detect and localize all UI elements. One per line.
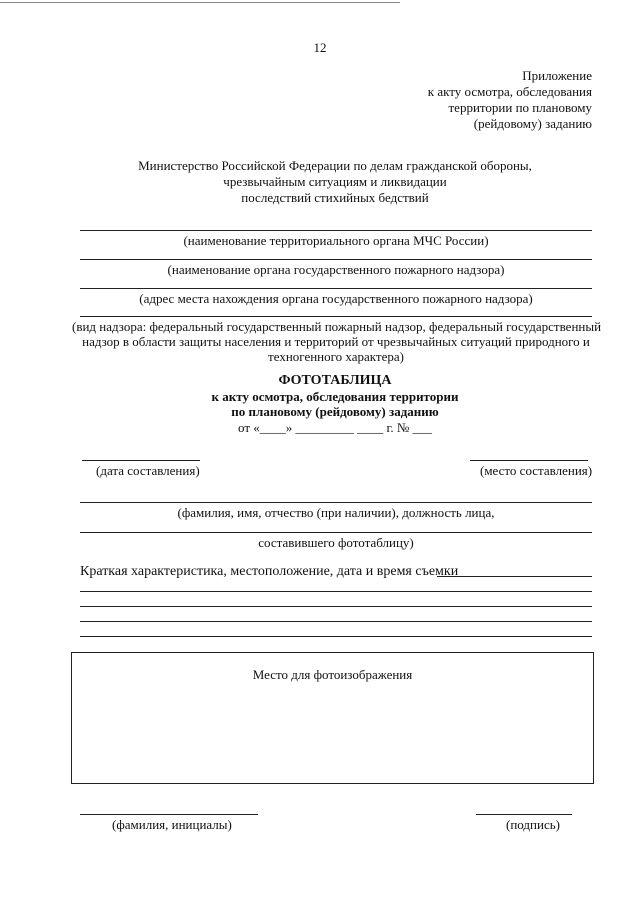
signature-sign-caption: (подпись) (506, 817, 560, 832)
description-line-3 (80, 621, 592, 622)
document-subtitle-1: к акту осмотра, обследования территории (211, 389, 459, 404)
date-caption: (дата составления) (96, 463, 200, 478)
territorial-body-line (80, 230, 592, 231)
place-line (470, 460, 588, 461)
address-caption: (адрес места нахождения органа государственного пожарного надзора) (139, 291, 533, 306)
ministry-line-2: чрезвычайным ситуациям и ликвидации (223, 174, 447, 189)
appendix-line-2: к акту осмотра, обследования (427, 84, 592, 99)
address-line (80, 288, 592, 289)
scan-top-edge (0, 2, 400, 3)
fire-supervision-body-caption: (наименование органа государственного пожарного надзора) (167, 262, 505, 277)
ministry-line-1: Министерство Российской Федерации по делам гражданской обороны, (138, 158, 532, 173)
description-line-1 (80, 591, 592, 592)
date-line (82, 460, 200, 461)
supervision-type-line (80, 316, 592, 317)
signature-sign-line (476, 814, 572, 815)
signature-name-line (80, 814, 258, 815)
document-date-number-line: от «____» _________ ____ г. № ___ (237, 420, 433, 435)
document-title: ФОТОТАБЛИЦА (278, 373, 392, 388)
document-subtitle-2: по плановому (рейдовому) заданию (231, 404, 439, 419)
description-line-2 (80, 606, 592, 607)
territorial-body-caption: (наименование территориального органа МЧС России) (183, 233, 489, 248)
photo-placeholder-box (71, 652, 594, 784)
supervision-type-caption-2: надзор в области защиты населения и территорий от чрезвычайных ситуаций природного и (82, 334, 590, 349)
appendix-line-3: территории по плановому (448, 100, 592, 115)
photo-placeholder-label: Место для фотоизображения (252, 667, 413, 682)
compiler-caption-1: (фамилия, имя, отчество (при наличии), должность лица, (177, 505, 495, 520)
compiler-line-1 (80, 502, 592, 503)
fire-supervision-body-line (80, 259, 592, 260)
signature-name-caption: (фамилия, инициалы) (112, 817, 232, 832)
compiler-line-2 (80, 532, 592, 533)
compiler-caption-2: составившего фототаблицу) (258, 535, 414, 550)
place-caption: (место составления) (480, 463, 593, 478)
ministry-line-3: последствий стихийных бедствий (241, 190, 429, 205)
appendix-line-4: (рейдовому) заданию (473, 116, 592, 131)
supervision-type-caption-1: (вид надзора: федеральный государственный пожарный надзор, федеральный государственный (72, 319, 602, 334)
appendix-line-1: Приложение (522, 68, 592, 83)
page-number: 12 (313, 40, 327, 55)
supervision-type-caption-3: техногенного характера) (268, 349, 404, 364)
description-label: Краткая характеристика, местоположение, дата и время съемки (80, 564, 459, 579)
description-line-4 (80, 636, 592, 637)
description-line-inline (437, 576, 592, 577)
